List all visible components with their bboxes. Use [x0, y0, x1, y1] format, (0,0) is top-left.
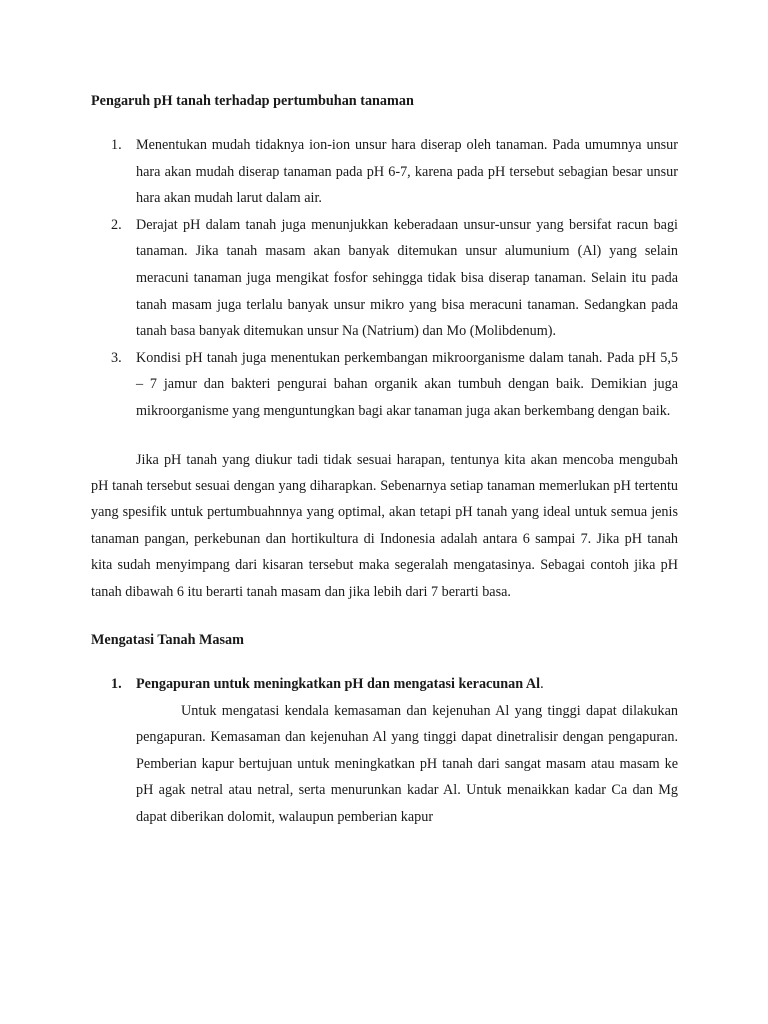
list-item-number: 1.	[111, 137, 122, 153]
ph-effect-list	[91, 132, 678, 425]
list-item	[91, 345, 678, 425]
list-item-number: 1.	[111, 675, 122, 692]
list-item-number: 3.	[111, 349, 122, 366]
list-item	[91, 212, 678, 345]
list-item-title-end: .	[540, 675, 544, 692]
list-item-title-line	[136, 671, 678, 698]
list-item-text: Menentukan mudah tidaknya ion-ion unsur hara diserap oleh tanaman. Pada umumnya unsur hara akan mudah diserap tanaman pada pH 6-7, karena pada pH tersebut sebagian besar unsur hara akan mudah larut dalam air.	[136, 137, 678, 207]
section-heading-acid-soil: Mengatasi Tanah Masam	[91, 631, 244, 648]
body-paragraph: Jika pH tanah yang diukur tadi tidak sesuai harapan, tentunya kita akan mencoba mengubah pH tanah tersebut sesuai dengan yang diharapkan. Sebenarnya setiap tanaman memerlukan pH tertentu yang spesifik untuk pertumbuahnnya yang optimal, akan tetapi pH tanah yang ideal untuk semua jenis tanaman pangan, perkebunan dan hortikultura di Indonesia adalah antara 6 sampai 7. Jika pH tanah kita sudah menyimpang dari kisaran tersebut maka segeralah mengatasinya. Sebagai contoh jika pH tanah dibawah 6 itu berarti tanah masam dan jika lebih dari 7 berarti basa.	[91, 451, 678, 600]
list-item-text: Derajat pH dalam tanah juga menunjukkan keberadaan unsur-unsur yang bersifat racun bagi tanaman. Jika tanah masam akan banyak ditemukan unsur alumunium (Al) yang selain meracuni tanaman juga mengikat fosfor sehingga tidak bisa diserap tanaman. Selain itu pada tanah masam juga terlalu banyak unsur mikro yang bisa meracuni tanaman. Sedangkan pada tanah basa banyak ditemukan unsur Na (Natrium) dan Mo (Molibdenum).	[136, 216, 678, 340]
list-item-title: Pengapuran untuk meningkatkan pH dan mengatasi keracunan Al	[136, 675, 541, 692]
acid-soil-list	[91, 671, 678, 831]
document-page	[91, 88, 678, 831]
list-item-text: Untuk mengatasi kendala kemasaman dan kejenuhan Al yang tinggi dapat dilakukan pengapuran. Kemasaman dan kejenuhan Al yang tinggi dapat dinetralisir dengan pengapuran. Pemberian kapur bertujuan untuk meningkatkan pH tanah dari sangat masam atau masam ke pH agak netral atau netral, serta menurunkan kadar Al. Untuk menaikkan kadar Ca dan Mg dapat diberikan dolomit, walaupun pemberian kapur	[136, 702, 678, 825]
list-item-number: 2.	[111, 216, 122, 233]
list-item-text: Kondisi pH tanah juga menentukan perkembangan mikroorganisme dalam tanah. Pada pH 5,5 – 7 jamur dan bakteri pengurai bahan organik akan tumbuh dengan baik. Demikian juga mikroorganisme yang menguntungkan bagi akar tanaman juga akan berkembang dengan baik.	[136, 349, 678, 419]
list-item	[91, 132, 678, 212]
list-item	[91, 671, 678, 831]
section-heading-ph-effect: Pengaruh pH tanah terhadap pertumbuhan tanaman	[91, 93, 414, 109]
